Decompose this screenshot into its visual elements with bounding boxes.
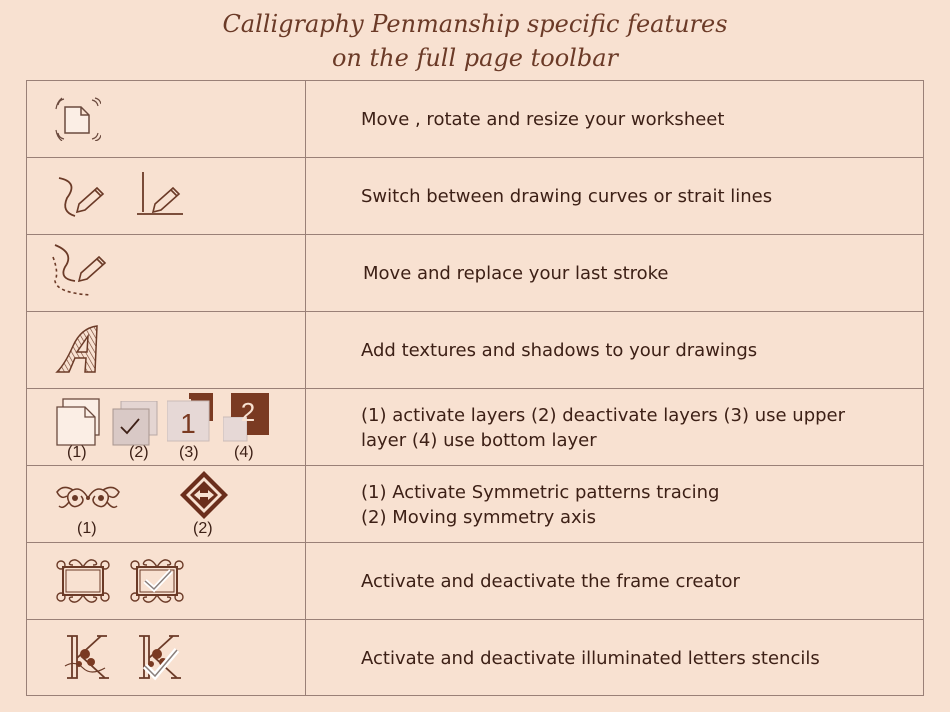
page-title-line1: Calligraphy Penmanship specific features	[222, 10, 728, 38]
symmetry-axis-icon[interactable]	[179, 470, 229, 520]
table-row	[27, 81, 923, 158]
curve-pen-icon[interactable]	[53, 172, 109, 222]
upper-layer-number: 1	[180, 408, 196, 439]
symmetric-pattern-icon[interactable]	[55, 482, 121, 514]
table-row	[27, 312, 923, 389]
layer-label-1: (1)	[67, 444, 87, 461]
features-table	[26, 80, 924, 696]
layer-label-4: (4)	[234, 444, 254, 461]
page-title-line2: on the full page toolbar	[331, 44, 619, 72]
layer-label-3: (3)	[179, 444, 199, 461]
illuminated-letter-icon[interactable]	[61, 632, 111, 684]
row-description-line1: (1) activate layers (2) deactivate layers (3) use upper	[361, 404, 846, 426]
row-description-line1: (1) Activate Symmetric patterns tracing	[361, 481, 720, 503]
activate-layers-icon[interactable]	[55, 397, 105, 447]
move-stroke-icon[interactable]	[51, 243, 111, 297]
symmetry-label-1: (1)	[77, 520, 97, 537]
table-row	[27, 543, 923, 620]
frame-checked-icon[interactable]	[129, 555, 185, 607]
row-description: Switch between drawing curves or strait lines	[361, 186, 773, 207]
illuminated-letter-checked-icon[interactable]	[133, 632, 185, 684]
texture-letter-icon[interactable]	[55, 324, 105, 376]
straight-line-pen-icon[interactable]	[135, 170, 185, 220]
table-row	[27, 235, 923, 312]
bottom-layer-icon[interactable]	[223, 391, 271, 443]
row-description: Activate and deactivate the frame creator	[361, 571, 740, 592]
bottom-layer-number: 2	[240, 397, 256, 427]
row-description-line2: layer (4) use bottom layer	[361, 429, 597, 451]
deactivate-layers-icon[interactable]	[111, 401, 159, 447]
row-description: Add textures and shadows to your drawings	[361, 340, 758, 361]
row-description	[361, 466, 881, 543]
table-row	[27, 389, 923, 466]
resize-worksheet-icon[interactable]	[55, 97, 101, 141]
row-description-line2: (2) Moving symmetry axis	[361, 506, 597, 528]
upper-layer-icon[interactable]	[167, 393, 215, 443]
row-description: Activate and deactivate illuminated letters stencils	[361, 648, 820, 669]
table-row	[27, 620, 923, 697]
row-description	[361, 389, 881, 466]
table-row	[27, 158, 923, 235]
symmetry-label-2: (2)	[193, 520, 213, 537]
frame-icon[interactable]	[55, 555, 111, 607]
layer-label-2: (2)	[129, 444, 149, 461]
table-row	[27, 466, 923, 543]
row-description: Move , rotate and resize your worksheet	[361, 109, 725, 130]
row-description: Move and replace your last stroke	[363, 263, 669, 284]
